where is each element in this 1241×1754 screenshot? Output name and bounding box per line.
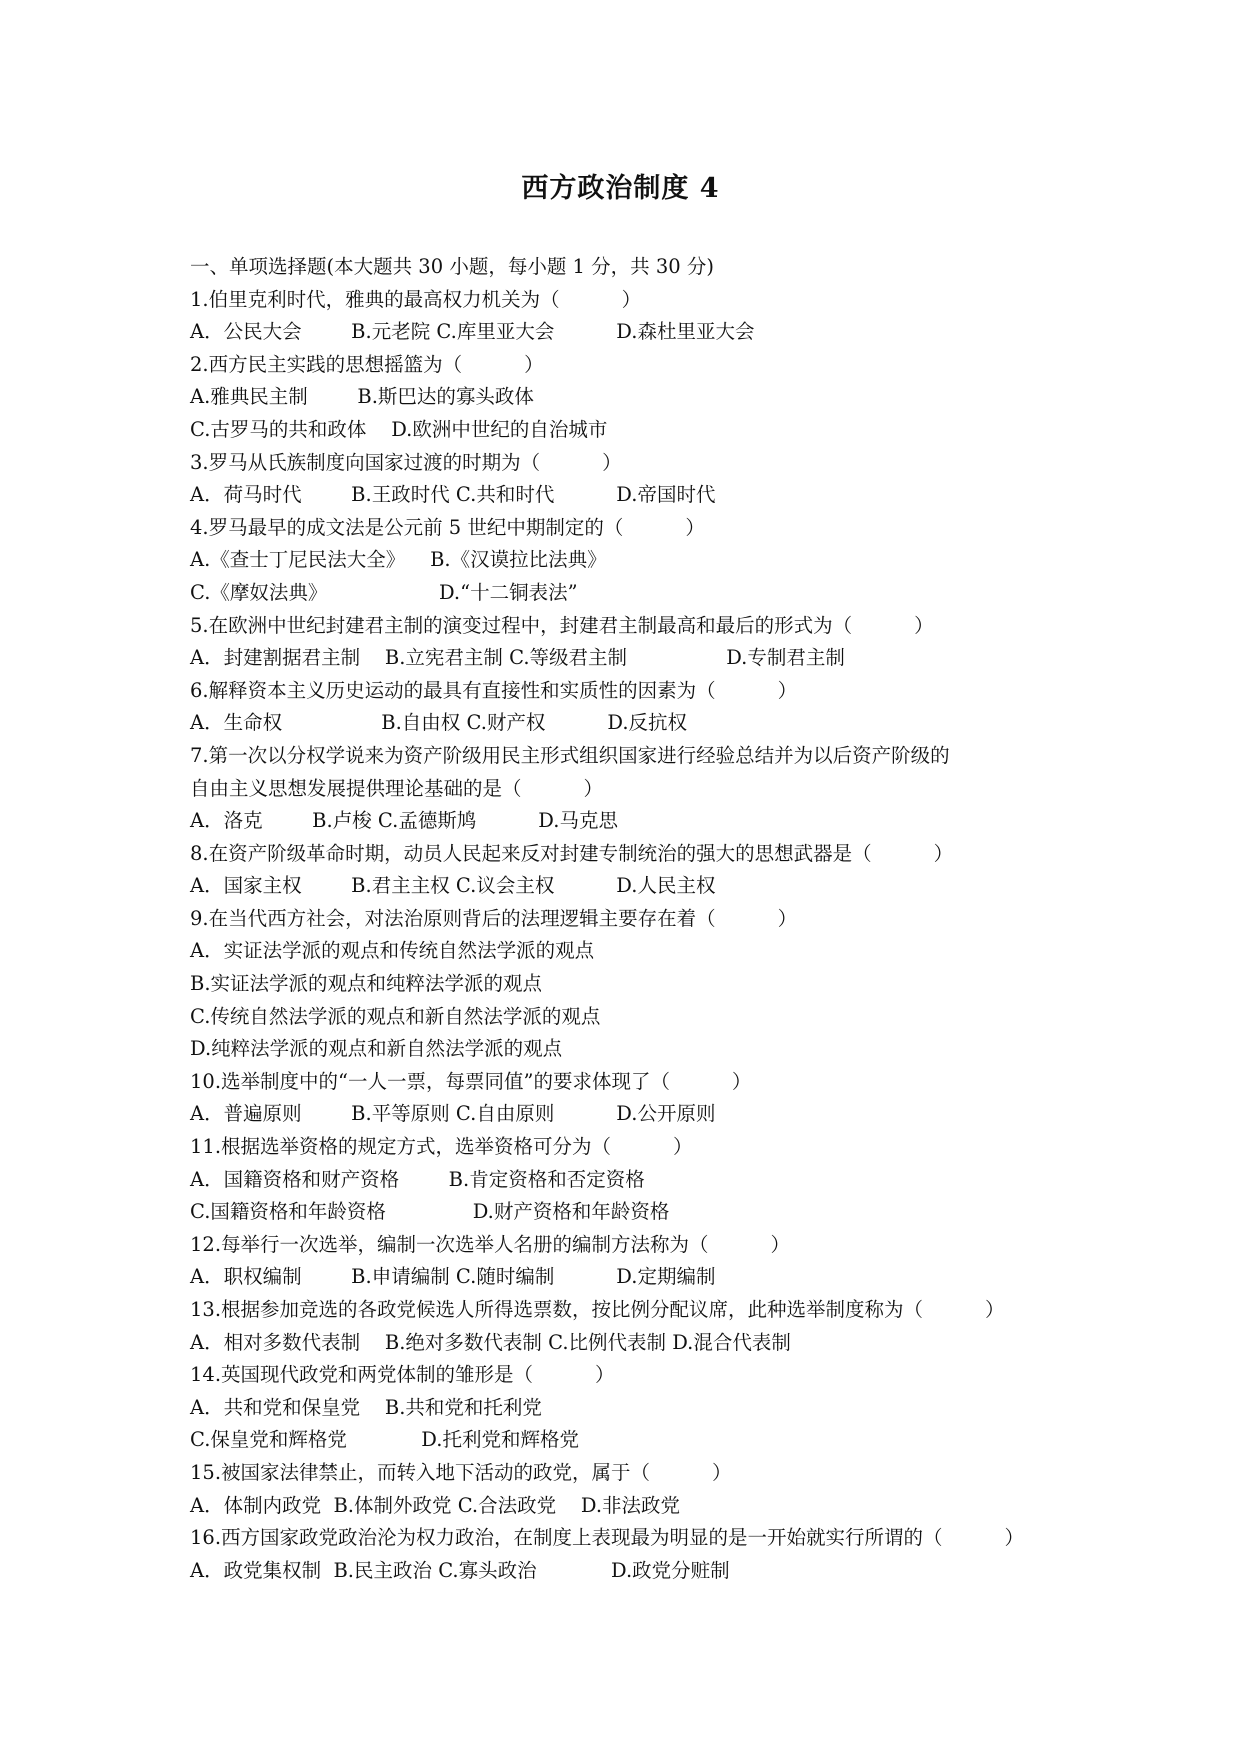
question-text: 12.每举行一次选举，编制一次选举人名册的编制方法称为（ ） — [190, 1232, 790, 1256]
question-text: 1.伯里克利时代，雅典的最高权力机关为（ ） — [190, 287, 642, 311]
answer-options: A．相对多数代表制 B.绝对多数代表制 C.比例代表制 D.混合代表制 — [190, 1330, 791, 1354]
answer-options: D.纯粹法学派的观点和新自然法学派的观点 — [190, 1037, 563, 1061]
answer-options: A．共和党和保皇党 B.共和党和托利党 — [190, 1395, 542, 1419]
question-list — [190, 251, 1090, 1587]
question-text: 10.选举制度中的“一人一票，每票同值”的要求体现了（ ） — [190, 1069, 752, 1093]
question-text: 8.在资产阶级革命时期，动员人民起来反对封建专制统治的强大的思想武器是（ ） — [190, 841, 954, 865]
answer-options: C.保皇党和辉格党 D.托利党和辉格党 — [190, 1428, 579, 1452]
question-text: 5.在欧洲中世纪封建君主制的演变过程中，封建君主制最高和最后的形式为（ ） — [190, 613, 934, 637]
answer-options: A．公民大会 B.元老院 C.库里亚大会 D.森杜里亚大会 — [190, 320, 755, 344]
question-text: 3.罗马从氏族制度向国家过渡的时期为（ ） — [190, 450, 622, 474]
answer-options: A．国家主权 B.君主主权 C.议会主权 D.人民主权 — [190, 874, 716, 898]
answer-options: A．体制内政党 B.体制外政党 C.合法政党 D.非法政党 — [190, 1493, 681, 1517]
section-heading: 一、单项选择题(本大题共 30 小题，每小题 1 分，共 30 分) — [190, 255, 714, 278]
answer-options: B.实证法学派的观点和纯粹法学派的观点 — [190, 972, 543, 996]
answer-options: A．普遍原则 B.平等原则 C.自由原则 D.公开原则 — [190, 1102, 716, 1126]
answer-options: C.传统自然法学派的观点和新自然法学派的观点 — [190, 1004, 601, 1028]
answer-options: A．政党集权制 B.民主政治 C.寡头政治 D.政党分赃制 — [190, 1558, 730, 1582]
answer-options: C.国籍资格和年龄资格 D.财产资格和年龄资格 — [190, 1200, 670, 1224]
question-text: 14.英国现代政党和两党体制的雏形是（ ） — [190, 1363, 615, 1387]
answer-options: C.《摩奴法典》 D.“十二铜表法” — [190, 580, 578, 604]
question-text: 6.解释资本主义历史运动的最具有直接性和实质性的因素为（ ） — [190, 678, 798, 702]
answer-options: A.《查士丁尼民法大全》 B.《汉谟拉比法典》 — [190, 548, 607, 572]
question-text: 7.第一次以分权学说来为资产阶级用民主形式组织国家进行经验总结并为以后资产阶级的 — [190, 743, 950, 767]
answer-options: C.古罗马的共和政体 D.欧洲中世纪的自治城市 — [190, 417, 608, 441]
answer-options: A．洛克 B.卢梭 C.孟德斯鸠 D.马克思 — [190, 809, 618, 833]
answer-options: A．职权编制 B.申请编制 C.随时编制 D.定期编制 — [190, 1265, 716, 1289]
question-text: 15.被国家法律禁止，而转入地下活动的政党，属于（ ） — [190, 1460, 732, 1484]
answer-options: A．实证法学派的观点和传统自然法学派的观点 — [190, 939, 595, 963]
answer-options: 自由主义思想发展提供理论基础的是（ ） — [190, 776, 603, 800]
answer-options: A．国籍资格和财产资格 B.肯定资格和否定资格 — [190, 1167, 645, 1191]
question-text: 16.西方国家政党政治沦为权力政治，在制度上表现最为明显的是一开始就实行所谓的（ ） — [190, 1526, 1024, 1550]
question-text: 13.根据参加竞选的各政党候选人所得选票数，按比例分配议席，此种选举制度称为（ ） — [190, 1298, 1005, 1321]
page-title: 西方政治制度 4 — [521, 173, 720, 204]
answer-options: A．荷马时代 B.王政时代 C.共和时代 D.帝国时代 — [190, 483, 716, 507]
question-text: 9.在当代西方社会，对法治原则背后的法理逻辑主要存在着（ ） — [190, 906, 798, 930]
answer-options: A．封建割据君主制 B.立宪君主制 C.等级君主制 D.专制君主制 — [190, 646, 845, 670]
question-text: 2.西方民主实践的思想摇篮为（ ） — [190, 352, 544, 376]
question-text: 11.根据选举资格的规定方式，选举资格可分为（ ） — [190, 1135, 693, 1159]
question-text: 4.罗马最早的成文法是公元前 5 世纪中期制定的（ ） — [190, 515, 705, 539]
answer-options: A．生命权 B.自由权 C.财产权 D.反抗权 — [190, 711, 688, 735]
answer-options: A.雅典民主制 B.斯巴达的寡头政体 — [190, 385, 534, 409]
